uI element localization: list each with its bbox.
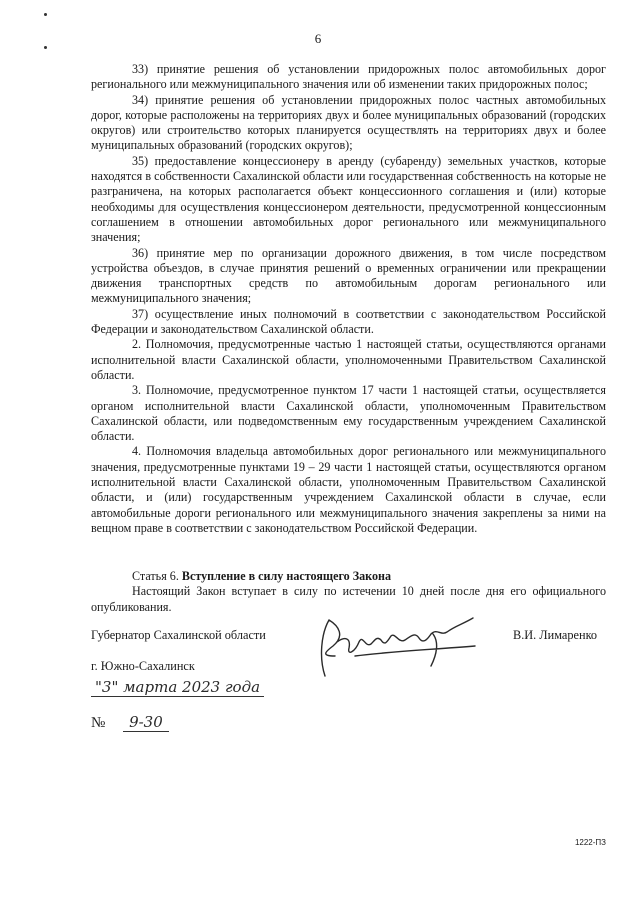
paragraph: 37) осуществление иных полномочий в соответствии с законодательством Российской Федерации и законодательством Сахалинской области. [91,306,606,337]
signing-date [91,678,264,697]
article-text: Настоящий Закон вступает в силу по истечении 10 дней после дня его официального опубликования. [91,584,606,614]
paragraph: 3. Полномочие, предусмотренное пунктом 17 части 1 настоящей статьи, осуществляется органом исполнительной власти Сахалинской области, уполномоченным Правительством Сахалинской области, или подведомственным ему государственным учреждением Сахалинской области. [91,383,606,444]
law-number [91,713,169,732]
handwritten-date: "3" марта 2023 года [91,678,264,697]
number-label: № [91,715,106,731]
paragraph: 36) принятие мер по организации дорожного движения, в том числе посредством устройства объездов, в случае принятия решений о временных ограничении или прекращении движения транспортных средств по автомобильным дорогам регионального или межмуниципального значения; [91,245,606,306]
paragraph: 33) принятие решения об установлении придорожных полос автомобильных дорог регионального или межмуниципального значения или об изменении таких придорожных полос; [91,62,606,92]
paragraph: 35) предоставление концессионеру в аренду (субаренду) земельных участков, которые находятся в собственности Сахалинской области или государственная собственность на которые не разграничена, на которых располагается объект концессионного соглашения и (или) которые необходимы для осуществления концессионером деятельности, предусмотренной концессионным соглашением в отношении автомобильных дорог регионального или межмуниципального значения; [91,153,606,245]
paragraph: 4. Полномочия владельца автомобильных дорог регионального или межмуниципального значения, предусмотренные пунктами 19 – 29 части 1 настоящей статьи, осуществляются органом исполнительной власти Сахалинской области, уполномоченным Правительством Сахалинской области, и (или) государственным учреждением Сахалинской области в случае, если автомобильные дороги регионального или межмуниципального значения закреплены за ними на вещном праве в соответствии с законодательством Российской Федерации. [91,444,606,535]
article-6 [91,569,606,615]
handwritten-signature [315,612,485,682]
margin-dot [44,13,47,16]
article-prefix: Статья 6. [132,569,179,583]
body-text [91,62,606,536]
page-number: 6 [314,31,322,46]
signatory-name: В.И. Лимаренко [513,628,598,642]
document-code: 1222-ПЗ [574,838,606,847]
paragraph: 34) принятие решения об установлении придорожных полос частных автомобильных дорог, которые расположены на территориях двух и более муниципальных образований (городских округов) или строительство которых планируется осуществлять на территориях двух и более муниципальных образований (городских округов); [91,92,606,153]
paragraph: 2. Полномочия, предусмотренные частью 1 настоящей статьи, осуществляются органами исполнительной власти Сахалинской области, уполномоченными Правительством Сахалинской области. [91,337,606,382]
signatory-position: Губернатор Сахалинской области [91,628,266,642]
article-heading [91,569,606,584]
article-title: Вступление в силу настоящего Закона [181,569,392,583]
signing-city: г. Южно-Сахалинск [91,659,195,673]
handwritten-number: 9-30 [123,713,169,732]
